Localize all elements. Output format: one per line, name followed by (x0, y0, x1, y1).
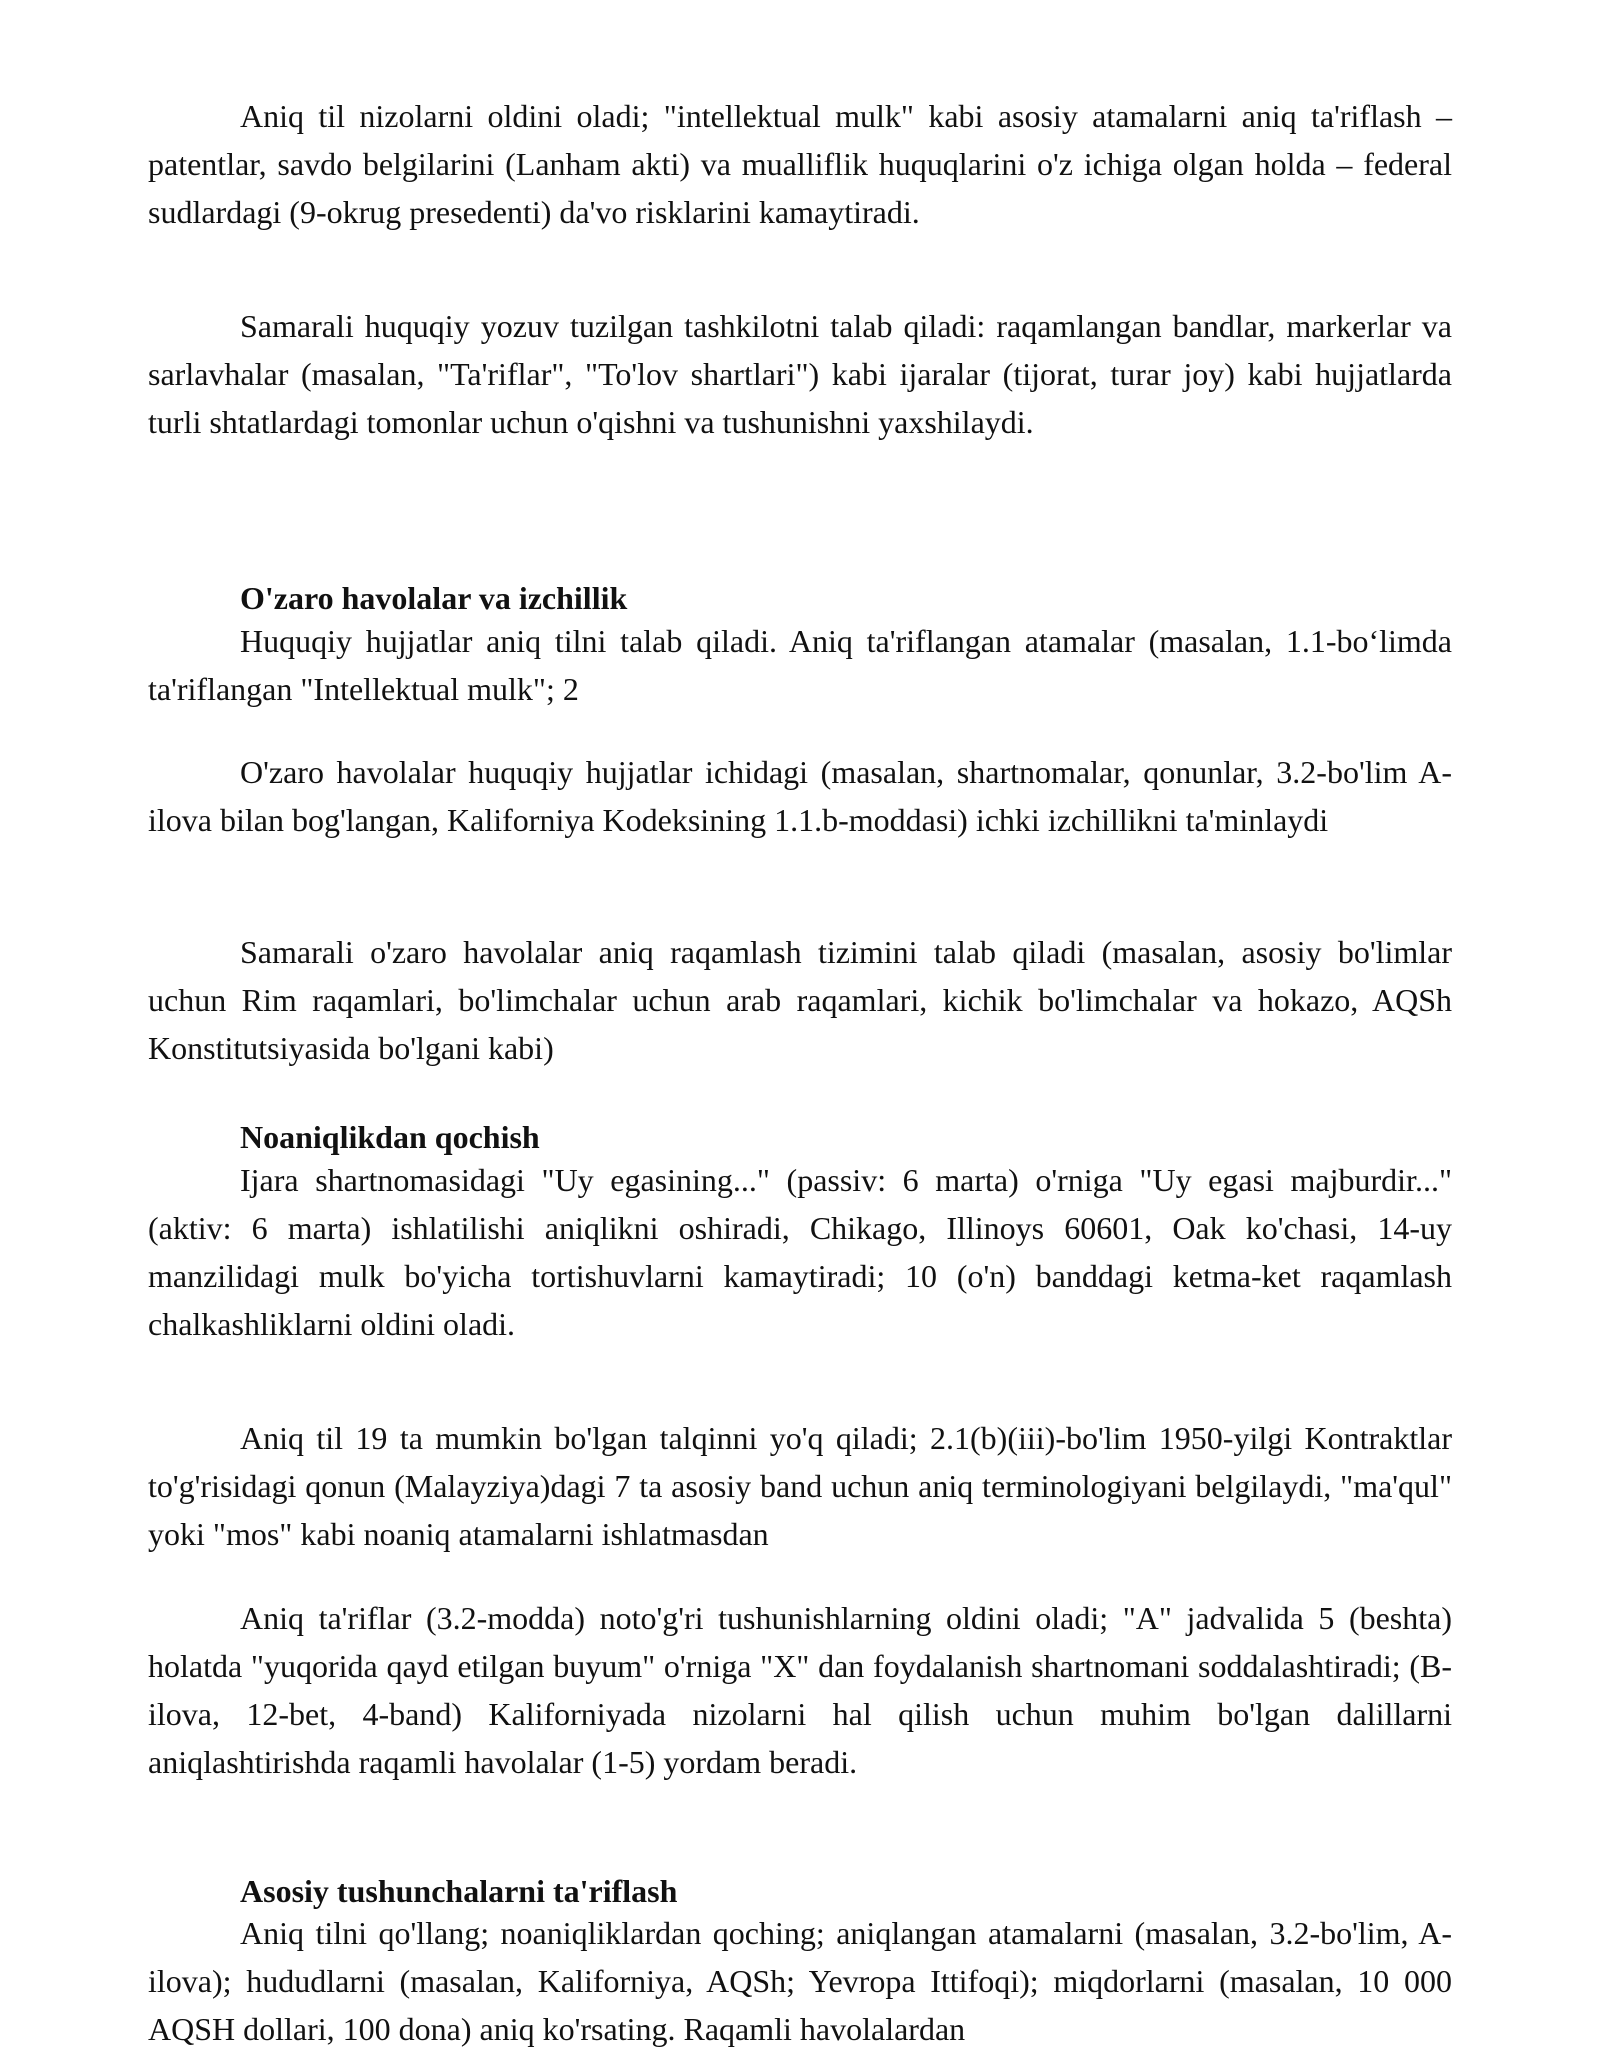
paragraph-intellectual-property: Aniq til nizolarni oldini oladi; "intellektual mulk" kabi asosiy atamalarni aniq ta'riflash – patentlar, savdo belgilarini (Lanham akti) va mualliflik huquqlarini o'z ichiga olgan holda – federal sudlardagi (9-okrug presedenti) da'vo risklarini kamaytiradi. (148, 98, 1452, 230)
paragraph-apply-precise-language: Aniq tilni qo'llang; noaniqliklardan qoching; aniqlangan atamalarni (masalan, 3.2-bo'lim, A-ilova); hududlarni (masalan, Kaliforniya, AQSh; Yevropa Ittifoqi); miqdorlarni (masalan, 10 000 AQSH dollari, 100 dona) aniq ko'rsating. Raqamli havolalardan (148, 1915, 1452, 2047)
paragraph-active-voice: Ijara shartnomasidagi "Uy egasining..." (passiv: 6 marta) o'rniga "Uy egasi majburdir..." (aktiv: 6 marta) ishlatilishi aniqlikni oshiradi, Chikago, Illinoys 60601, Oak ko'chasi, 14-uy manzilidagi mulk bo'yicha tortishuvlarni kamaytiradi; 10 (o'n) banddagi ketma-ket raqamlash chalkashliklarni oldini oladi. (148, 1162, 1452, 1342)
paragraph-precise-language: Huquqiy hujjatlar aniq tilni talab qiladi. Aniq ta'riflangan atamalar (masalan, 1.1-bo‘limda ta'riflangan "Intellektual mulk"; 2 (148, 623, 1452, 707)
section-heading-avoid-ambiguity: Noaniqlikdan qochish (240, 1119, 540, 1155)
paragraph-definitions: Aniq ta'riflar (3.2-modda) noto'g'ri tushunishlarning oldini oladi; "A" jadvalida 5 (beshta) holatda "yuqorida qayd etilgan buyum" o'rniga "X" dan foydalanish shartnomani soddalashtiradi; (B-ilova, 12-bet, 4-band) Kaliforniyada nizolarni hal qilish uchun muhim bo'lgan dalillarni aniqlashtirishda raqamli havolalar (1-5) yordam beradi. (148, 1600, 1452, 1780)
paragraph-interpretations: Aniq til 19 ta mumkin bo'lgan talqinni yo'q qiladi; 2.1(b)(iii)-bo'lim 1950-yilgi Kontraktlar to'g'risidagi qonun (Malayziya)dagi 7 ta asosiy band uchun aniq terminologiyani belgilaydi, "ma'qul" yoki "mos" kabi noaniq atamalarni ishlatmasdan (148, 1420, 1452, 1552)
paragraph-internal-consistency: O'zaro havolalar huquqiy hujjatlar ichidagi (masalan, shartnomalar, qonunlar, 3.2-bo'lim A-ilova bilan bog'langan, Kaliforniya Kodeksining 1.1.b-moddasi) ichki izchillikni ta'minlaydi (148, 754, 1452, 838)
section-heading-defining-concepts: Asosiy tushunchalarni ta'riflash (240, 1873, 678, 1909)
paragraph-legal-structure: Samarali huquqiy yozuv tuzilgan tashkilotni talab qiladi: raqamlangan bandlar, markerlar va sarlavhalar (masalan, "Ta'riflar", "To'lov shartlari") kabi ijaralar (tijorat, turar joy) kabi hujjatlarda turli shtatlardagi tomonlar uchun o'qishni va tushunishni yaxshilaydi. (148, 308, 1452, 440)
paragraph-numbering-system: Samarali o'zaro havolalar aniq raqamlash tizimini talab qiladi (masalan, asosiy bo'limlar uchun Rim raqamlari, bo'limchalar uchun arab raqamlari, kichik bo'limchalar va hokazo, AQSh Konstitutsiyasida bo'lgani kabi) (148, 934, 1452, 1066)
section-heading-cross-references: O'zaro havolalar va izchillik (240, 580, 628, 616)
